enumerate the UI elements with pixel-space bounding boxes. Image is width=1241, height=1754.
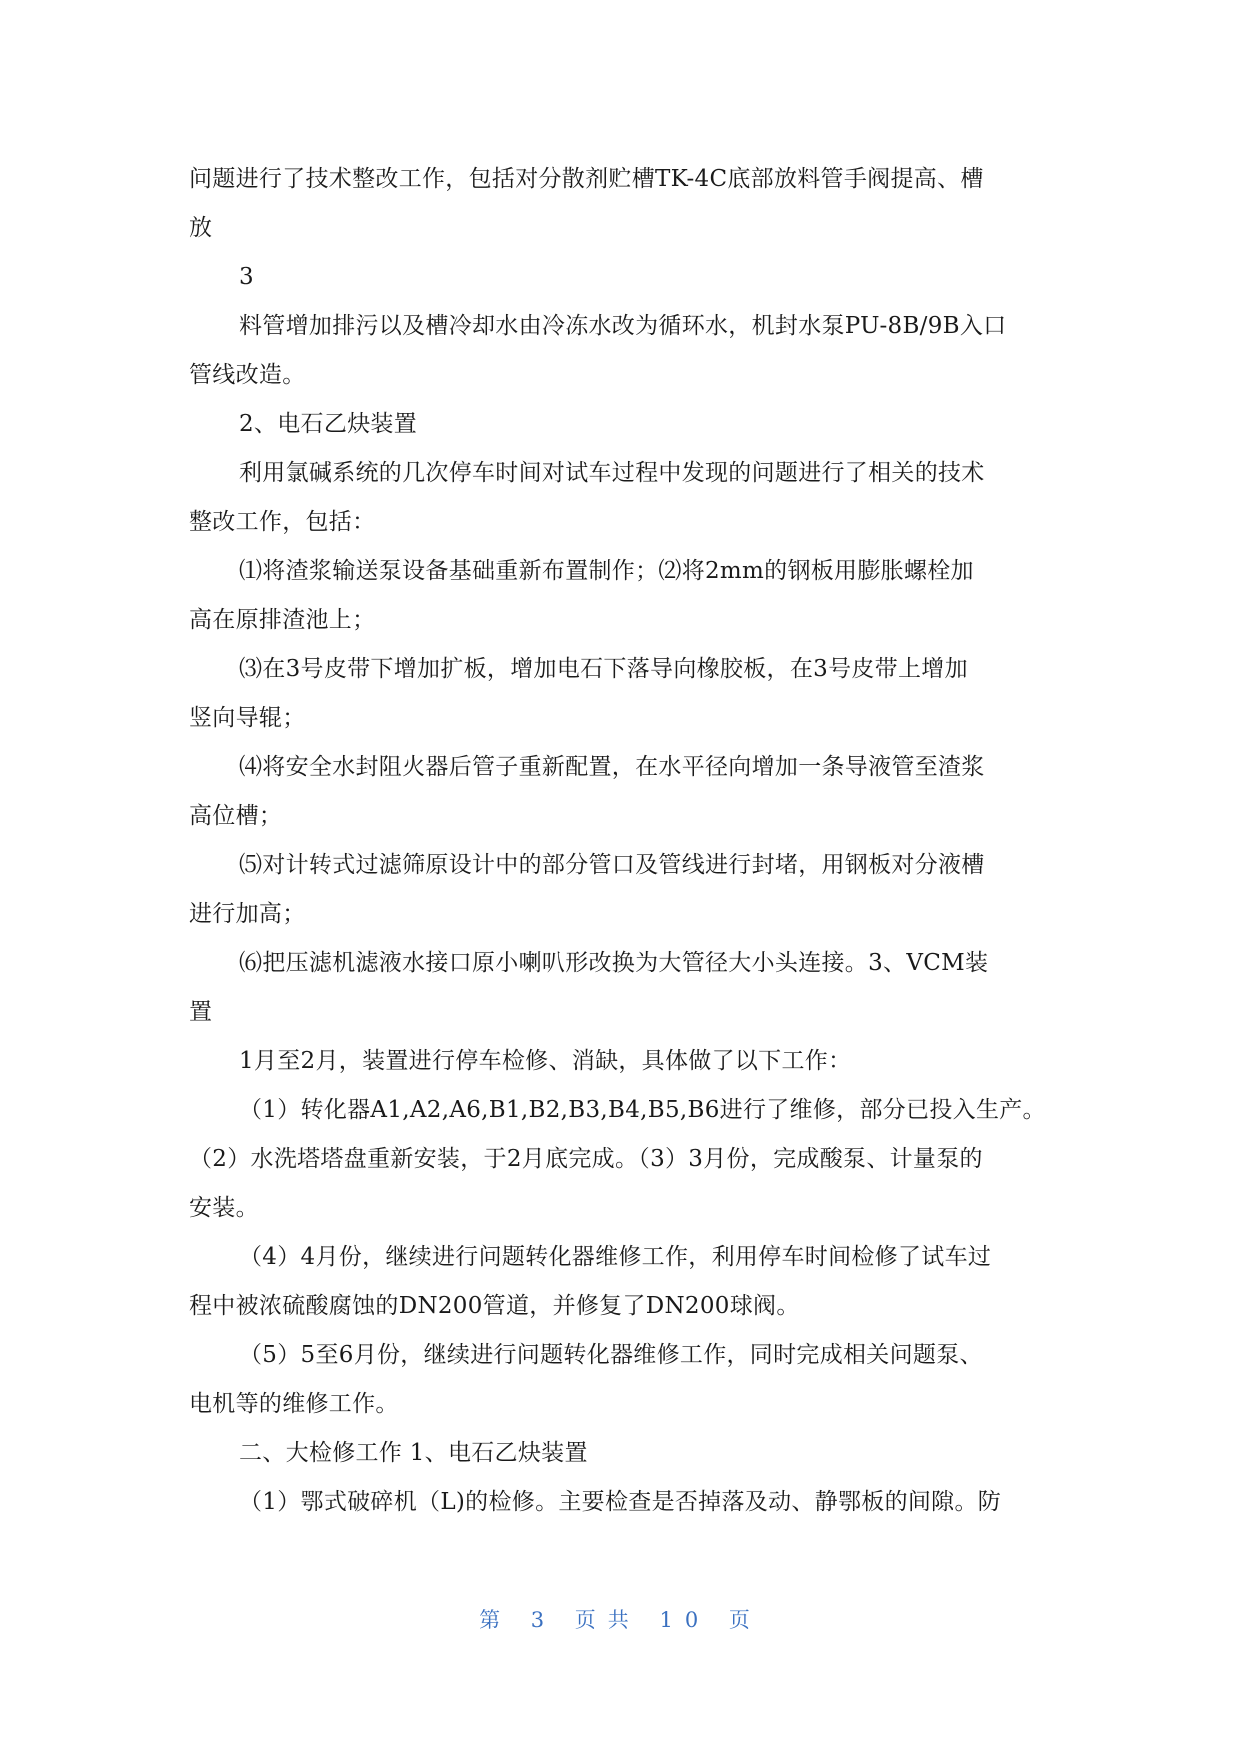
text-line: 1月至2月，装置进行停车检修、消缺，具体做了以下工作： [239,1048,852,1074]
text-line: 安装。 [189,1195,259,1221]
text-line: 高位槽； [189,803,283,829]
text-line: 放 [189,215,213,241]
text-line: 进行加高； [189,901,306,927]
text-line: 高在原排渣池上； [189,607,376,633]
text-line: ⑴将渣浆输送泵设备基础重新布置制作；⑵将2mm的钢板用膨胀螺栓加 [239,558,974,584]
text-line: （5）5至6月份，继续进行问题转化器维修工作，同时完成相关问题泵、 [239,1342,983,1368]
document-body [189,155,1051,1527]
text-line: 电机等的维修工作。 [189,1391,399,1417]
text-line: ⑹把压滤机滤液水接口原小喇叭形改换为大管径大小头连接。3、VCM装 [239,950,989,976]
text-line: ⑷将安全水封阻火器后管子重新配置，在水平径向增加一条导液管至渣浆 [239,754,985,780]
text-line: （1）鄂式破碎机（L)的检修。主要检查是否掉落及动、静鄂板的间隙。防 [239,1489,1002,1515]
text-line: 管线改造。 [189,362,306,388]
text-line: 利用氯碱系统的几次停车时间对试车过程中发现的问题进行了相关的技术 [239,460,985,486]
text-line: ⑸对计转式过滤筛原设计中的部分管口及管线进行封堵，用钢板对分液槽 [239,852,985,878]
text-line: 置 [189,999,213,1025]
text-line: （2）水洗塔塔盘重新安装，于2月底完成。（3）3月份，完成酸泵、计量泵的 [189,1146,983,1172]
text-line: 程中被浓硫酸腐蚀的DN200管道，并修复了DN200球阀。 [189,1293,800,1319]
text-line: 2、电石乙炔装置 [239,411,418,437]
text-line: （4）4月份，继续进行问题转化器维修工作，利用停车时间检修了试车过 [239,1244,992,1270]
text-line: 问题进行了技术整改工作，包括对分散剂贮槽TK-4C底部放料管手阀提高、槽 [189,166,984,192]
text-line: 3 [239,264,254,290]
text-line: 料管增加排污以及槽冷却水由冷冻水改为循环水，机封水泵PU-8B/9B入口 [239,313,1007,339]
text-line: 二、大检修工作 1、电石乙炔装置 [239,1440,588,1466]
page-number-footer: 第 3 页共 10 页 [479,1608,762,1632]
text-line: ⑶在3号皮带下增加扩板，增加电石下落导向橡胶板，在3号皮带上增加 [239,656,968,682]
text-line: 整改工作，包括： [189,509,376,535]
text-line: （1）转化器A1,A2,A6,B1,B2,B3,B4,B5,B6进行了维修，部分已投入生产。 [239,1097,1046,1123]
text-line: 竖向导辊； [189,705,306,731]
